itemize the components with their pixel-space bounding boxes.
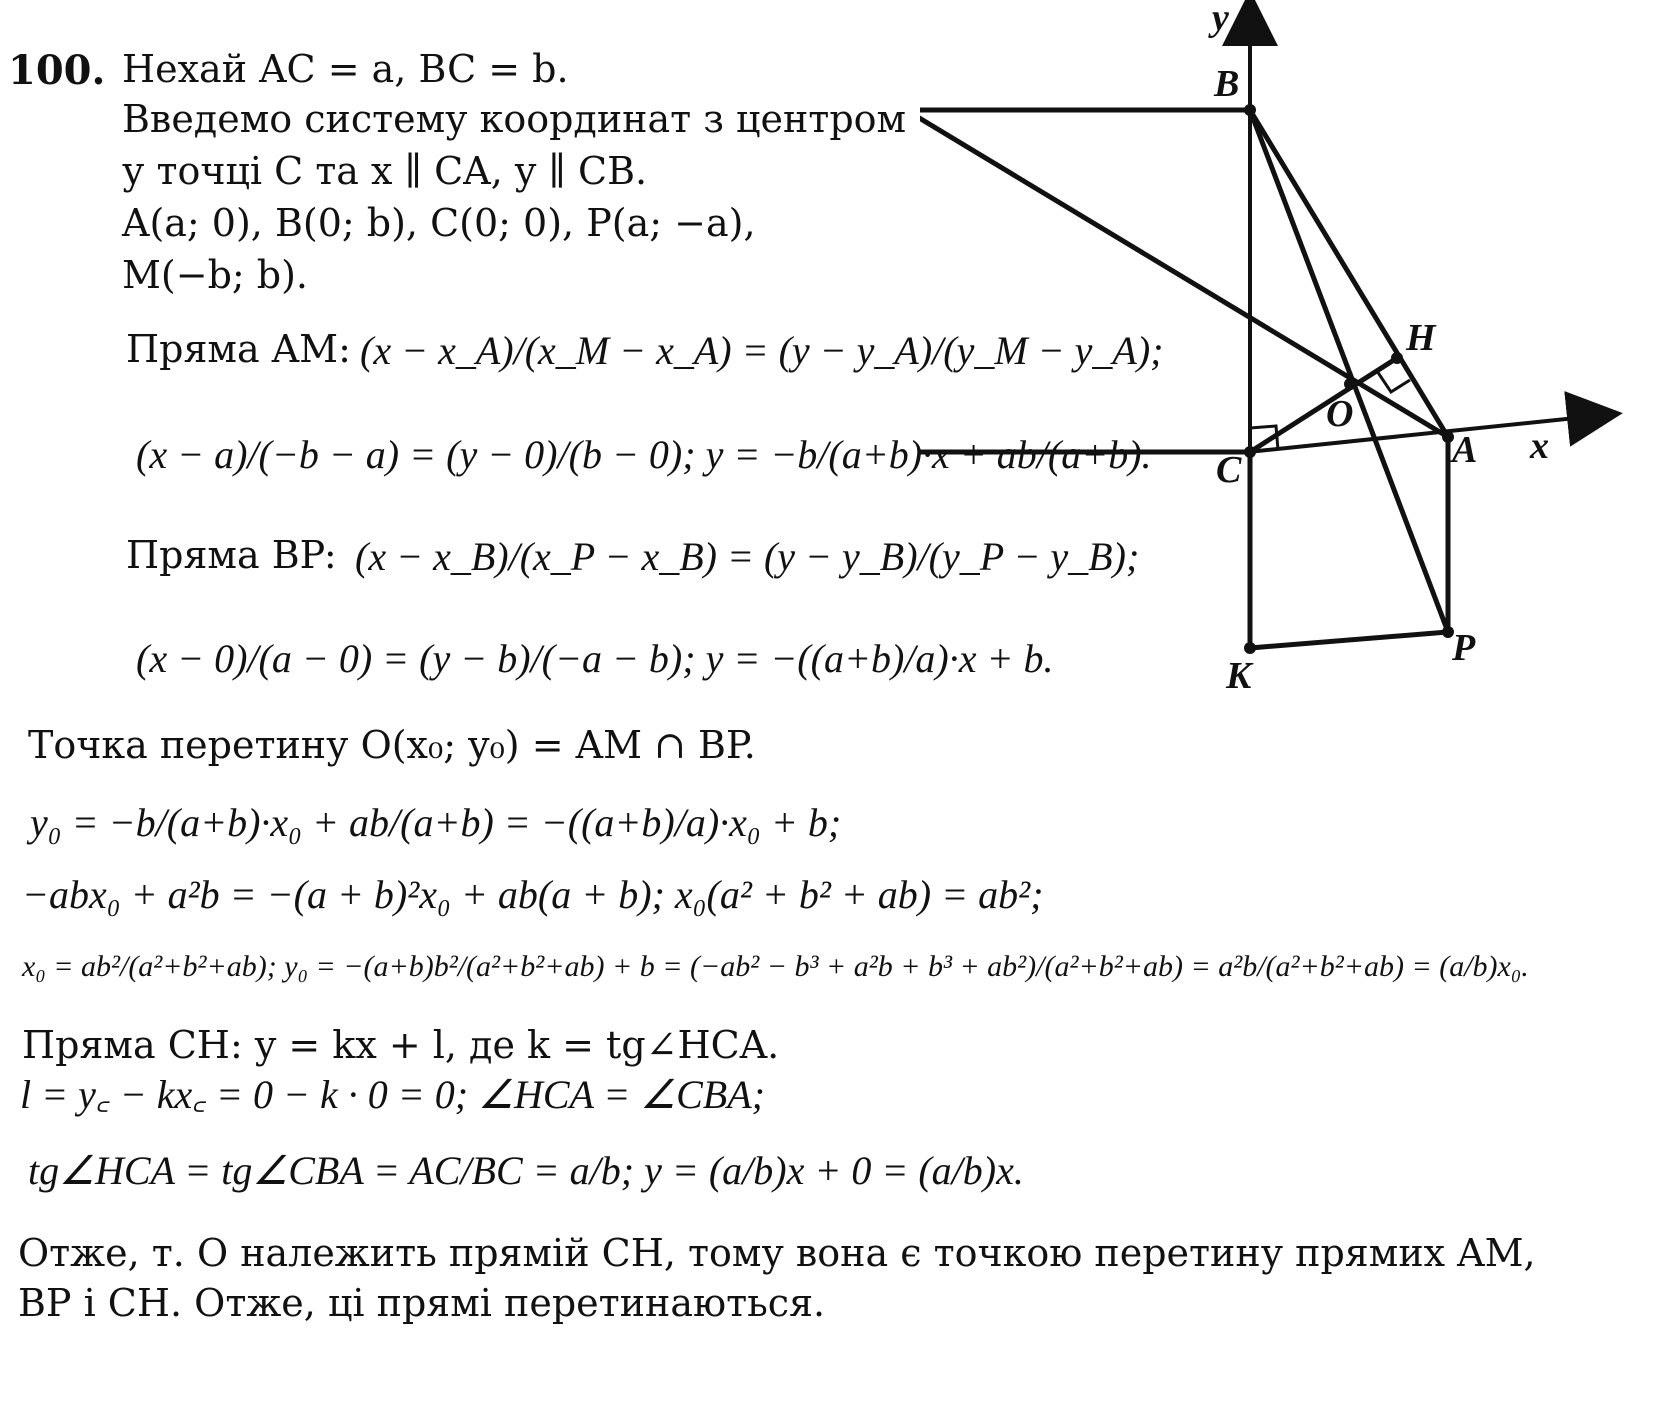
x0-y0-equation: x₀ = ab²/(a²+b²+ab); y₀ = −(a+b)b²/(a²+b²+ab) + b = (−ab² − b³ + a²b + b³ + ab²)/(a²+b²+ab) = a²b/(a²+b²+ab) = (a/b)x₀. [22, 950, 1529, 983]
right-angle-h [1377, 371, 1410, 392]
label-p: P [1452, 627, 1476, 669]
y0-equation: y₀ = −b/(a+b)·x₀ + ab/(a+b) = −((a+b)/a)·x₀ + b; [30, 800, 842, 845]
problem-line-1: Нехай AC = a, BC = b. [122, 47, 569, 91]
tg-equation: tg∠HCA = tg∠CBA = AC/BC = a/b; y = (a/b)x + 0 = (a/b)x. [28, 1148, 1024, 1193]
label-x-axis: x [1530, 425, 1549, 467]
expand-equation: −abx₀ + a²b = −(a + b)²x₀ + ab(a + b); x₀(a² + b² + ab) = ab²; [22, 872, 1044, 917]
label-k: K [1226, 655, 1252, 697]
label-a: A [1452, 429, 1478, 471]
label-c: C [1216, 449, 1242, 491]
line-bp-formula: (x − x_B)/(x_P − x_B) = (y − y_B)/(y_P − y_B); [355, 534, 1140, 579]
point-c [1244, 446, 1256, 458]
line-bp-substitution: (x − 0)/(a − 0) = (y − b)/(−a − b); y = −((a+b)/a)·x + b. [136, 636, 1054, 681]
segment-bp [1250, 110, 1448, 632]
problem-line-5: M(−b; b). [122, 253, 309, 297]
line-am-label: Пряма AM: [126, 327, 351, 371]
problem-line-3: у точці C та x ∥ CA, y ∥ CB. [122, 149, 648, 193]
point-b [1244, 104, 1256, 116]
intersection-line: Точка перетину O(x₀; y₀) = AM ∩ BP. [28, 723, 756, 767]
ch-line: Пряма CH: y = kx + l, де k = tg∠HCA. [22, 1023, 780, 1067]
line-am-formula: (x − x_A)/(x_M − x_A) = (y − y_A)/(y_M − y_A); [360, 328, 1164, 373]
square-ackp [1250, 437, 1448, 648]
problem-line-2: Введемо систему координат з центром [122, 97, 907, 141]
point-h [1391, 352, 1403, 364]
problem-line-4: A(a; 0), B(0; b), C(0; 0), P(a; −a), [122, 201, 756, 245]
label-y-axis: y [1212, 0, 1229, 39]
problem-number: 100. [8, 47, 106, 94]
line-am-substitution: (x − a)/(−b − a) = (y − 0)/(b − 0); y = −b/(a+b)·x + ab/(a+b). [136, 432, 1152, 477]
label-o: O [1326, 393, 1354, 435]
conclusion-line-2: BP і CH. Отже, ці прямі перетинаються. [18, 1281, 826, 1325]
segment-am [920, 110, 1448, 437]
geometry-figure [920, 0, 1660, 740]
line-bp-label: Пряма BP: [126, 533, 337, 577]
square-mbct [920, 110, 1250, 452]
point-k [1244, 642, 1256, 654]
label-b: B [1214, 63, 1240, 105]
point-o [1344, 378, 1356, 390]
conclusion-line-1: Отже, т. O належить прямій CH, тому вона є точкою перетину прямих AM, [18, 1231, 1536, 1275]
label-h: H [1406, 317, 1436, 359]
l-equation: l = y꜀ − kx꜀ = 0 − k · 0 = 0; ∠HCA = ∠CBA; [20, 1072, 765, 1117]
